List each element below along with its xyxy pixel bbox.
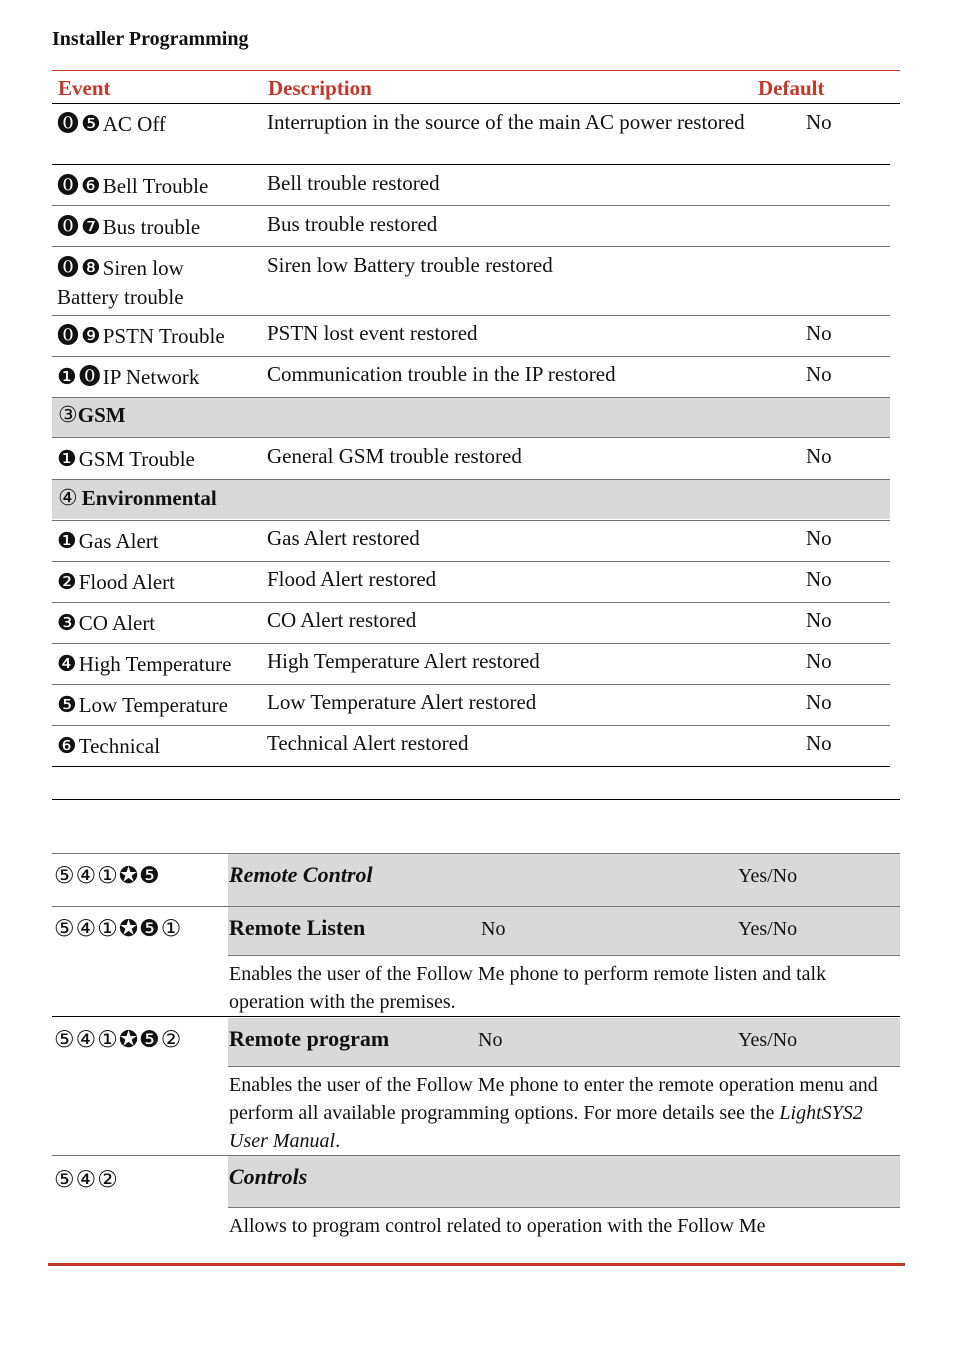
- remote-program-desc-end: .: [335, 1130, 341, 1152]
- event-description: CO Alert restored: [267, 608, 417, 632]
- event-number: ❶: [57, 447, 79, 472]
- remote-program-description: [229, 1071, 889, 1155]
- event-name: GSM Trouble: [78, 447, 195, 471]
- event-name: Technical: [78, 734, 161, 758]
- manual-reference: LightSYS2 User Manual: [229, 1102, 863, 1152]
- controls-title: Controls: [229, 1164, 308, 1189]
- col-event-header: Event: [58, 76, 111, 100]
- event-number: ❹: [57, 652, 79, 677]
- event-default: No: [806, 362, 832, 386]
- footer-rule: [48, 1263, 905, 1266]
- event-description: General GSM trouble restored: [267, 444, 522, 468]
- event-name: Bell Trouble: [102, 174, 209, 198]
- event-name: Low Temperature: [78, 693, 228, 717]
- event-number: ⓿❻: [57, 174, 103, 199]
- section-number: ③: [58, 403, 78, 428]
- section-number: ④: [58, 486, 78, 511]
- row-rule: [52, 725, 890, 726]
- param-rule: [228, 1066, 900, 1067]
- controls-band: [228, 1156, 900, 1207]
- remote-listen-title: Remote Listen: [229, 915, 366, 940]
- event-name: Bus trouble: [102, 215, 201, 239]
- remote-listen-default: No: [481, 918, 506, 940]
- event-description: Gas Alert restored: [267, 526, 420, 550]
- event-number: ❺: [57, 693, 79, 718]
- event-default: No: [806, 649, 832, 673]
- event-name: Gas Alert: [78, 529, 159, 553]
- remote-listen-code: ⑤④①✪❺①: [54, 916, 183, 942]
- row-rule: [52, 205, 890, 206]
- event-name: AC Off: [102, 112, 166, 136]
- remote-program-desc-text: Enables the user of the Follow Me phone to enter the remote operation menu and perform all available programming options. For more details see the: [229, 1074, 878, 1124]
- row-rule: [52, 643, 890, 644]
- row-rule: [52, 246, 890, 247]
- param-rule: [228, 1207, 900, 1208]
- remote-control-title: Remote Control: [229, 862, 373, 887]
- row-rule: [52, 684, 890, 685]
- event-description: PSTN lost event restored: [267, 321, 478, 345]
- event-default: No: [806, 321, 832, 345]
- row-rule: [52, 437, 890, 438]
- row-rule: [52, 561, 890, 562]
- remote-control-range: Yes/No: [738, 865, 798, 887]
- section-environmental: [52, 479, 890, 519]
- remote-listen-range: Yes/No: [738, 918, 798, 940]
- event-description: Technical Alert restored: [267, 731, 469, 755]
- row-rule: [52, 479, 890, 480]
- event-description: Bus trouble restored: [267, 212, 438, 236]
- event-default: No: [806, 444, 832, 468]
- row-rule: [52, 397, 890, 398]
- remote-control-code: ⑤④①✪❺: [54, 863, 161, 889]
- event-name: CO Alert: [78, 611, 156, 635]
- event-default: No: [806, 608, 832, 632]
- event-number: ⓿❼: [57, 215, 103, 240]
- remote-listen-description: Enables the user of the Follow Me phone to perform remote listen and talk operation with the premises.: [229, 963, 827, 1013]
- event-description: Bell trouble restored: [267, 171, 440, 195]
- row-rule: [52, 164, 890, 165]
- remote-program-range: Yes/No: [738, 1029, 798, 1051]
- event-name: PSTN Trouble: [102, 324, 225, 348]
- event-description: Siren low Battery trouble restored: [267, 253, 553, 277]
- divider: [52, 799, 900, 800]
- row-rule: [52, 315, 890, 316]
- event-default: No: [806, 690, 832, 714]
- param-rule: [52, 1016, 900, 1017]
- event-description: Communication trouble in the IP restored: [267, 362, 616, 386]
- event-name: Flood Alert: [78, 570, 175, 594]
- event-description: Interruption in the source of the main AC power restored: [267, 110, 745, 134]
- event-name: IP Network: [102, 365, 200, 389]
- header-rule: [52, 103, 900, 104]
- controls-description: Allows to program control related to operation with the Follow Me: [229, 1215, 766, 1237]
- table-bottom-rule: [52, 766, 890, 767]
- row-rule: [52, 520, 890, 521]
- event-number: ⓿❺: [57, 112, 103, 137]
- event-number: ⓿❾: [57, 324, 103, 349]
- remote-program-default: No: [478, 1029, 503, 1051]
- section-title: Environmental: [81, 486, 217, 510]
- col-default-header: Default: [758, 76, 825, 100]
- param-rule: [228, 955, 900, 956]
- event-number: ❷: [57, 570, 79, 595]
- section-gsm: [52, 397, 890, 437]
- table-top-rule: [52, 70, 900, 71]
- event-description: Low Temperature Alert restored: [267, 690, 537, 714]
- page-header: Installer Programming: [52, 28, 249, 50]
- event-description: High Temperature Alert restored: [267, 649, 540, 673]
- event-default: No: [806, 567, 832, 591]
- event-name: High Temperature: [78, 652, 232, 676]
- event-description: Flood Alert restored: [267, 567, 437, 591]
- event-default: No: [806, 110, 832, 134]
- event-number: ❶⓿: [57, 365, 103, 390]
- event-number: ⓿❽: [57, 256, 103, 281]
- section-title: GSM: [77, 403, 126, 427]
- event-number: ❸: [57, 611, 79, 636]
- col-description-header: Description: [268, 76, 372, 100]
- event-number: ❻: [57, 734, 79, 759]
- event-name: Siren low Battery trouble: [57, 256, 184, 309]
- remote-program-code: ⑤④①✪❺②: [54, 1027, 183, 1053]
- row-rule: [52, 602, 890, 603]
- remote-program-title: Remote program: [229, 1026, 390, 1051]
- controls-code: ⑤④②: [54, 1167, 119, 1193]
- event-default: No: [806, 526, 832, 550]
- event-number: ❶: [57, 529, 79, 554]
- row-rule: [52, 356, 890, 357]
- event-default: No: [806, 731, 832, 755]
